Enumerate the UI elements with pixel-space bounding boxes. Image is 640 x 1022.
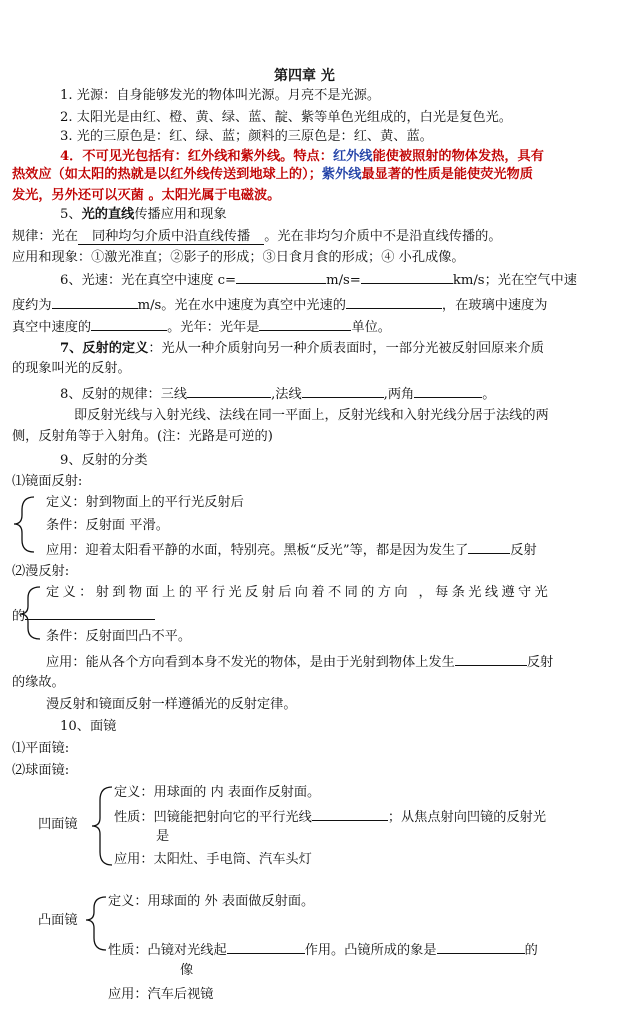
concave-definition: 定义：用球面的 内 表面作反射面。 [114, 785, 321, 800]
mirror-application: 应用：迎着太阳看平静的水面，特别亮。黑板“反光”等，都是因为发生了 反射 [46, 540, 537, 560]
speed-line-1: 6、光速：光在真空中速度 c= m/s= km/s；光在空气中速 [60, 270, 577, 290]
reflection-types: 9、反射的分类 [60, 453, 148, 468]
rule-line: 规律：光在 同种均匀介质中沿直线传播 。光在非均匀介质中不是沿直线传播的。 [12, 229, 502, 244]
convex-label: 凸面镜 [38, 913, 78, 928]
law-note: 漫反射和镜面反射一样遵循光的反射定律。 [46, 697, 297, 712]
item-invisible-light-3: 发光，另外还可以灭菌 。太阳光属于电磁波。 [12, 188, 281, 203]
concave-application: 应用：太阳灶、手电筒、汽车头灯 [114, 852, 312, 867]
diffuse-definition: 定义：射到物面上的平行光反射后向着不同的方向 ，每条光线遵守光 [46, 585, 552, 600]
convex-property: 性质：凸镜对光线起 作用。凸镜所成的象是 的 [108, 940, 538, 960]
item-sunlight: 2. 太阳光是由红、橙、黄、绿、蓝、靛、紫等单色光组成的，白光是复色光。 [60, 110, 512, 125]
reflection-definition-2: 的现象叫光的反射。 [12, 361, 131, 376]
item-invisible-light-2: 热效应（如太阳的热就是以红外线传送到地球上的）；紫外线最显著的性质是能使荧光物质 [12, 167, 533, 182]
item-straight-line: 5、光的直线传播应用和现象 [60, 207, 227, 222]
diffuse-heading: ⑵漫反射: [12, 564, 70, 579]
reflection-law: 8、反射的规律：三线 ,法线 ,两角 。 [60, 384, 495, 404]
brace-concave [92, 787, 112, 865]
item-invisible-light: 4．不可见光包括有：红外线和紫外线。特点：红外线能使被照射的物体发热，具有 [60, 149, 544, 164]
mirrors-heading: 10、面镜 [60, 719, 117, 734]
reflection-definition: 7、反射的定义：光从一种介质射向另一种介质表面时，一部分光被反射回原来介质 [60, 341, 544, 356]
chapter-title: 第四章 光 [274, 68, 335, 84]
mirror-condition: 条件：反射面 平滑。 [46, 518, 169, 533]
concave-label: 凹面镜 [38, 817, 78, 832]
concave-property: 性质：凹镜能把射向它的平行光线 ；从焦点射向凹镜的反射光 [114, 807, 546, 827]
convex-application: 应用：汽车后视镜 [108, 987, 214, 1002]
diffuse-application: 应用：能从各个方向看到本身不发光的物体，是由于光射到物体上发生 反射 [46, 652, 553, 672]
spherical-mirror: ⑵球面镜: [12, 763, 70, 778]
concave-property-2: 是 [156, 829, 170, 844]
reflection-law-explain: 即反射光线与入射光线、法线在同一平面上，反射光线和入射光线分居于法线的两 [74, 408, 549, 423]
speed-line-2: 度约为 m/s。光在水中速度为真空中光速的 ，在玻璃中速度为 [12, 295, 547, 315]
diffuse-definition-2: 的 [12, 606, 155, 626]
diffuse-condition: 条件：反射面凹凸不平。 [46, 629, 192, 644]
diffuse-application-2: 的缘故。 [12, 675, 65, 690]
brace-mirror [14, 497, 34, 552]
mirror-definition: 定义：射到物面上的平行光反射后 [46, 495, 244, 510]
mirror-heading: ⑴镜面反射: [12, 474, 83, 489]
convex-definition: 定义：用球面的 外 表面做反射面。 [108, 894, 315, 909]
applications-line: 应用和现象：①激光准直；②影子的形成；③日食月食的形成；④ 小孔成像。 [12, 250, 465, 265]
speed-line-3: 真空中速度的 。光年：光年是 单位。 [12, 317, 391, 337]
reflection-law-explain-2: 侧，反射角等于入射角。(注：光路是可逆的) [12, 429, 273, 444]
item-light-source: 1. 光源：自身能够发光的物体叫光源。月亮不是光源。 [60, 88, 381, 103]
item-primary-colors: 3. 光的三原色是：红、绿、蓝；颜料的三原色是：红、黄、蓝。 [60, 129, 433, 144]
brace-convex [86, 897, 106, 950]
flat-mirror: ⑴平面镜: [12, 741, 70, 756]
convex-property-2: 像 [180, 963, 194, 978]
